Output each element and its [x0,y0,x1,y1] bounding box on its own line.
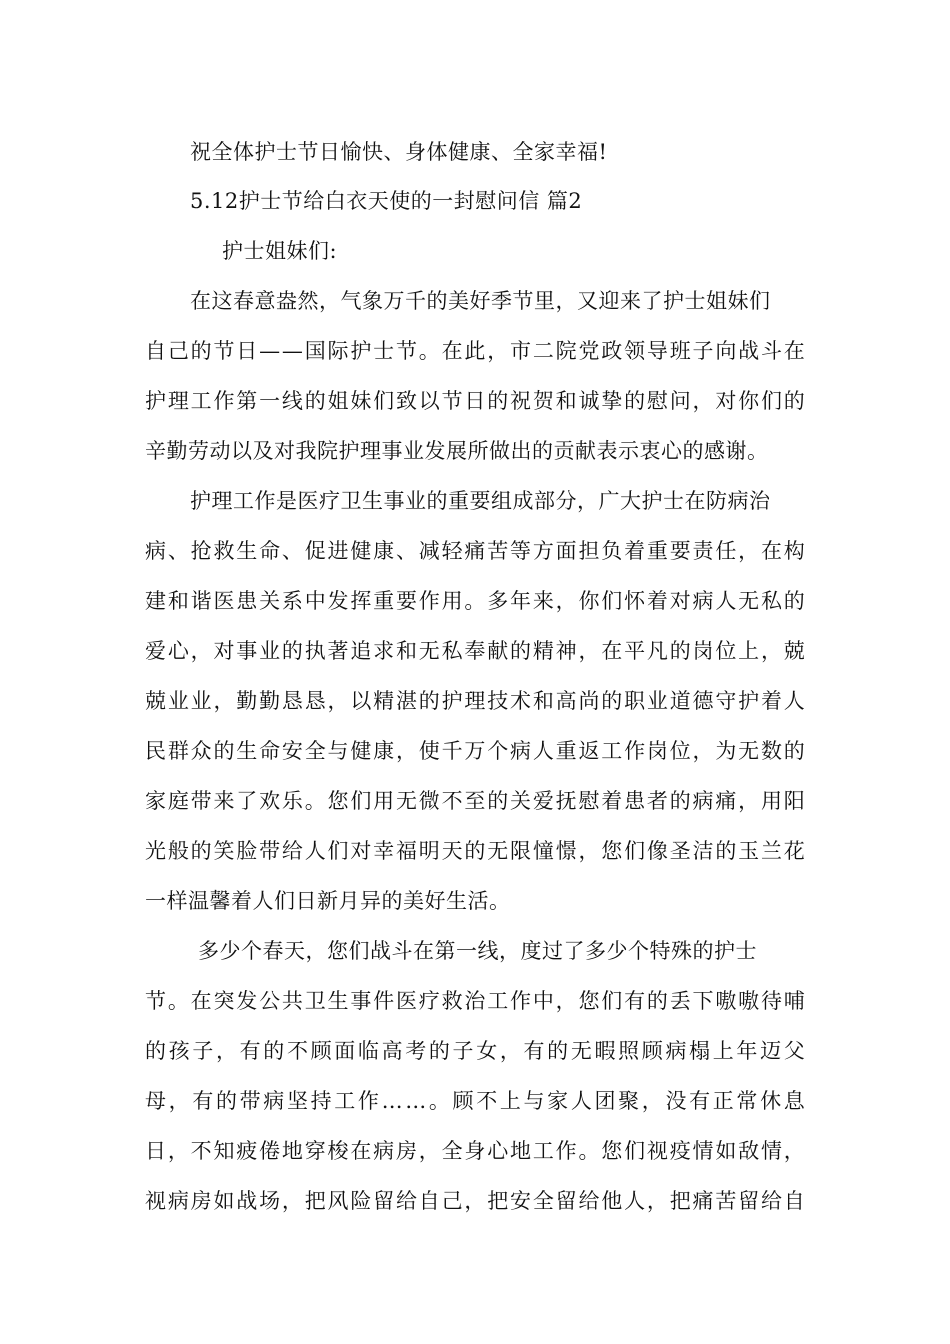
paragraph-2-line-9: 一样温馨着人们日新月异的美好生活。 [145,889,511,913]
paragraph-1-line-3: 护 理 工 作 第 一 线 的 姐 妹 们 致 以 节 日 的 祝 贺 和 诚 挚 的 慰 问 ， 对 你 们 的 [145,389,805,413]
paragraph-2-line-6: 民 群 众 的 生 命 安 全 与 健 康 ， 使 千 万 个 病 人 重 返 工 作 岗 位 ， 为 无 数 的 [145,739,805,763]
paragraph-2-line-1: 护理工作是医疗卫生事业的重要组成部分，广大护士在防病治 [190,489,771,513]
paragraph-1-line-1: 在这春意盎然，气象万千的美好季节里，又迎来了护士姐妹们 [190,289,771,313]
paragraph-3-line-4: 母 ， 有 的 带 病 坚 持 工 作 … … 。 顾 不 上 与 家 人 团 聚 ， 没 有 正 常 休 息 [145,1089,805,1113]
paragraph-2-line-7: 家 庭 带 来 了 欢 乐 。 您 们 用 无 微 不 至 的 关 爱 抚 慰 着 患 者 的 病 痛 ， 用 阳 [145,789,805,813]
paragraph-2-line-3: 建 和 谐 医 患 关 系 中 发 挥 重 要 作 用 。 多 年 来 ， 你 们 怀 着 对 病 人 无 私 的 [145,589,805,613]
paragraph-3-line-6: 视 病 房 如 战 场 ， 把 风 险 留 给 自 己 ， 把 安 全 留 给 他 人 ， 把 痛 苦 留 给 自 [145,1189,805,1213]
paragraph-2-line-2: 病 、 抢 救 生 命 、 促 进 健 康 、 减 轻 痛 苦 等 方 面 担 负 着 重 要 责 任 ， 在 构 [145,539,805,563]
paragraph-3-line-3: 的 孩 子 ， 有 的 不 顾 面 临 高 考 的 子 女 ， 有 的 无 暇 照 顾 病 榻 上 年 迈 父 [145,1039,805,1063]
paragraph-1-line-4: 辛勤劳动以及对我院护理事业发展所做出的贡献表示衷心的感谢。 [145,439,769,463]
paragraph-1-line-2: 自 己 的 节 日 — — 国 际 护 士 节 。 在 此 ， 市 二 院 党 政 领 导 班 子 向 战 斗 在 [145,339,805,363]
paragraph-2-line-4: 爱 心 ， 对 事 业 的 执 著 追 求 和 无 私 奉 献 的 精 神 ， 在 平 凡 的 岗 位 上 ， 兢 [145,639,805,663]
paragraph-2-line-8: 光 般 的 笑 脸 带 给 人 们 对 幸 福 明 天 的 无 限 憧 憬 ， 您 们 像 圣 洁 的 玉 兰 花 [145,839,805,863]
closing-wishes: 祝全体护士节日愉快、身体健康、全家幸福! [190,140,608,164]
letter-heading: 5.12护士节给白衣天使的一封慰问信 篇2 [190,189,583,213]
paragraph-2-line-5: 兢 业 业 ， 勤 勤 恳 恳 ， 以 精 湛 的 护 理 技 术 和 高 尚 的 职 业 道 德 守 护 着 人 [145,689,805,713]
letter-salutation: 护士姐妹们: [222,239,338,263]
paragraph-3-line-2: 节 。 在 突 发 公 共 卫 生 事 件 医 疗 救 治 工 作 中 ， 您 们 有 的 丢 下 嗷 嗷 待 哺 [145,989,805,1013]
paragraph-3-line-5: 日 ， 不 知 疲 倦 地 穿 梭 在 病 房 ， 全 身 心 地 工 作 。 您 们 视 疫 情 如 敌 情 ， [145,1139,805,1163]
paragraph-3-line-1: 多少个春天，您们战斗在第一线，度过了多少个特殊的护士 [198,939,757,963]
